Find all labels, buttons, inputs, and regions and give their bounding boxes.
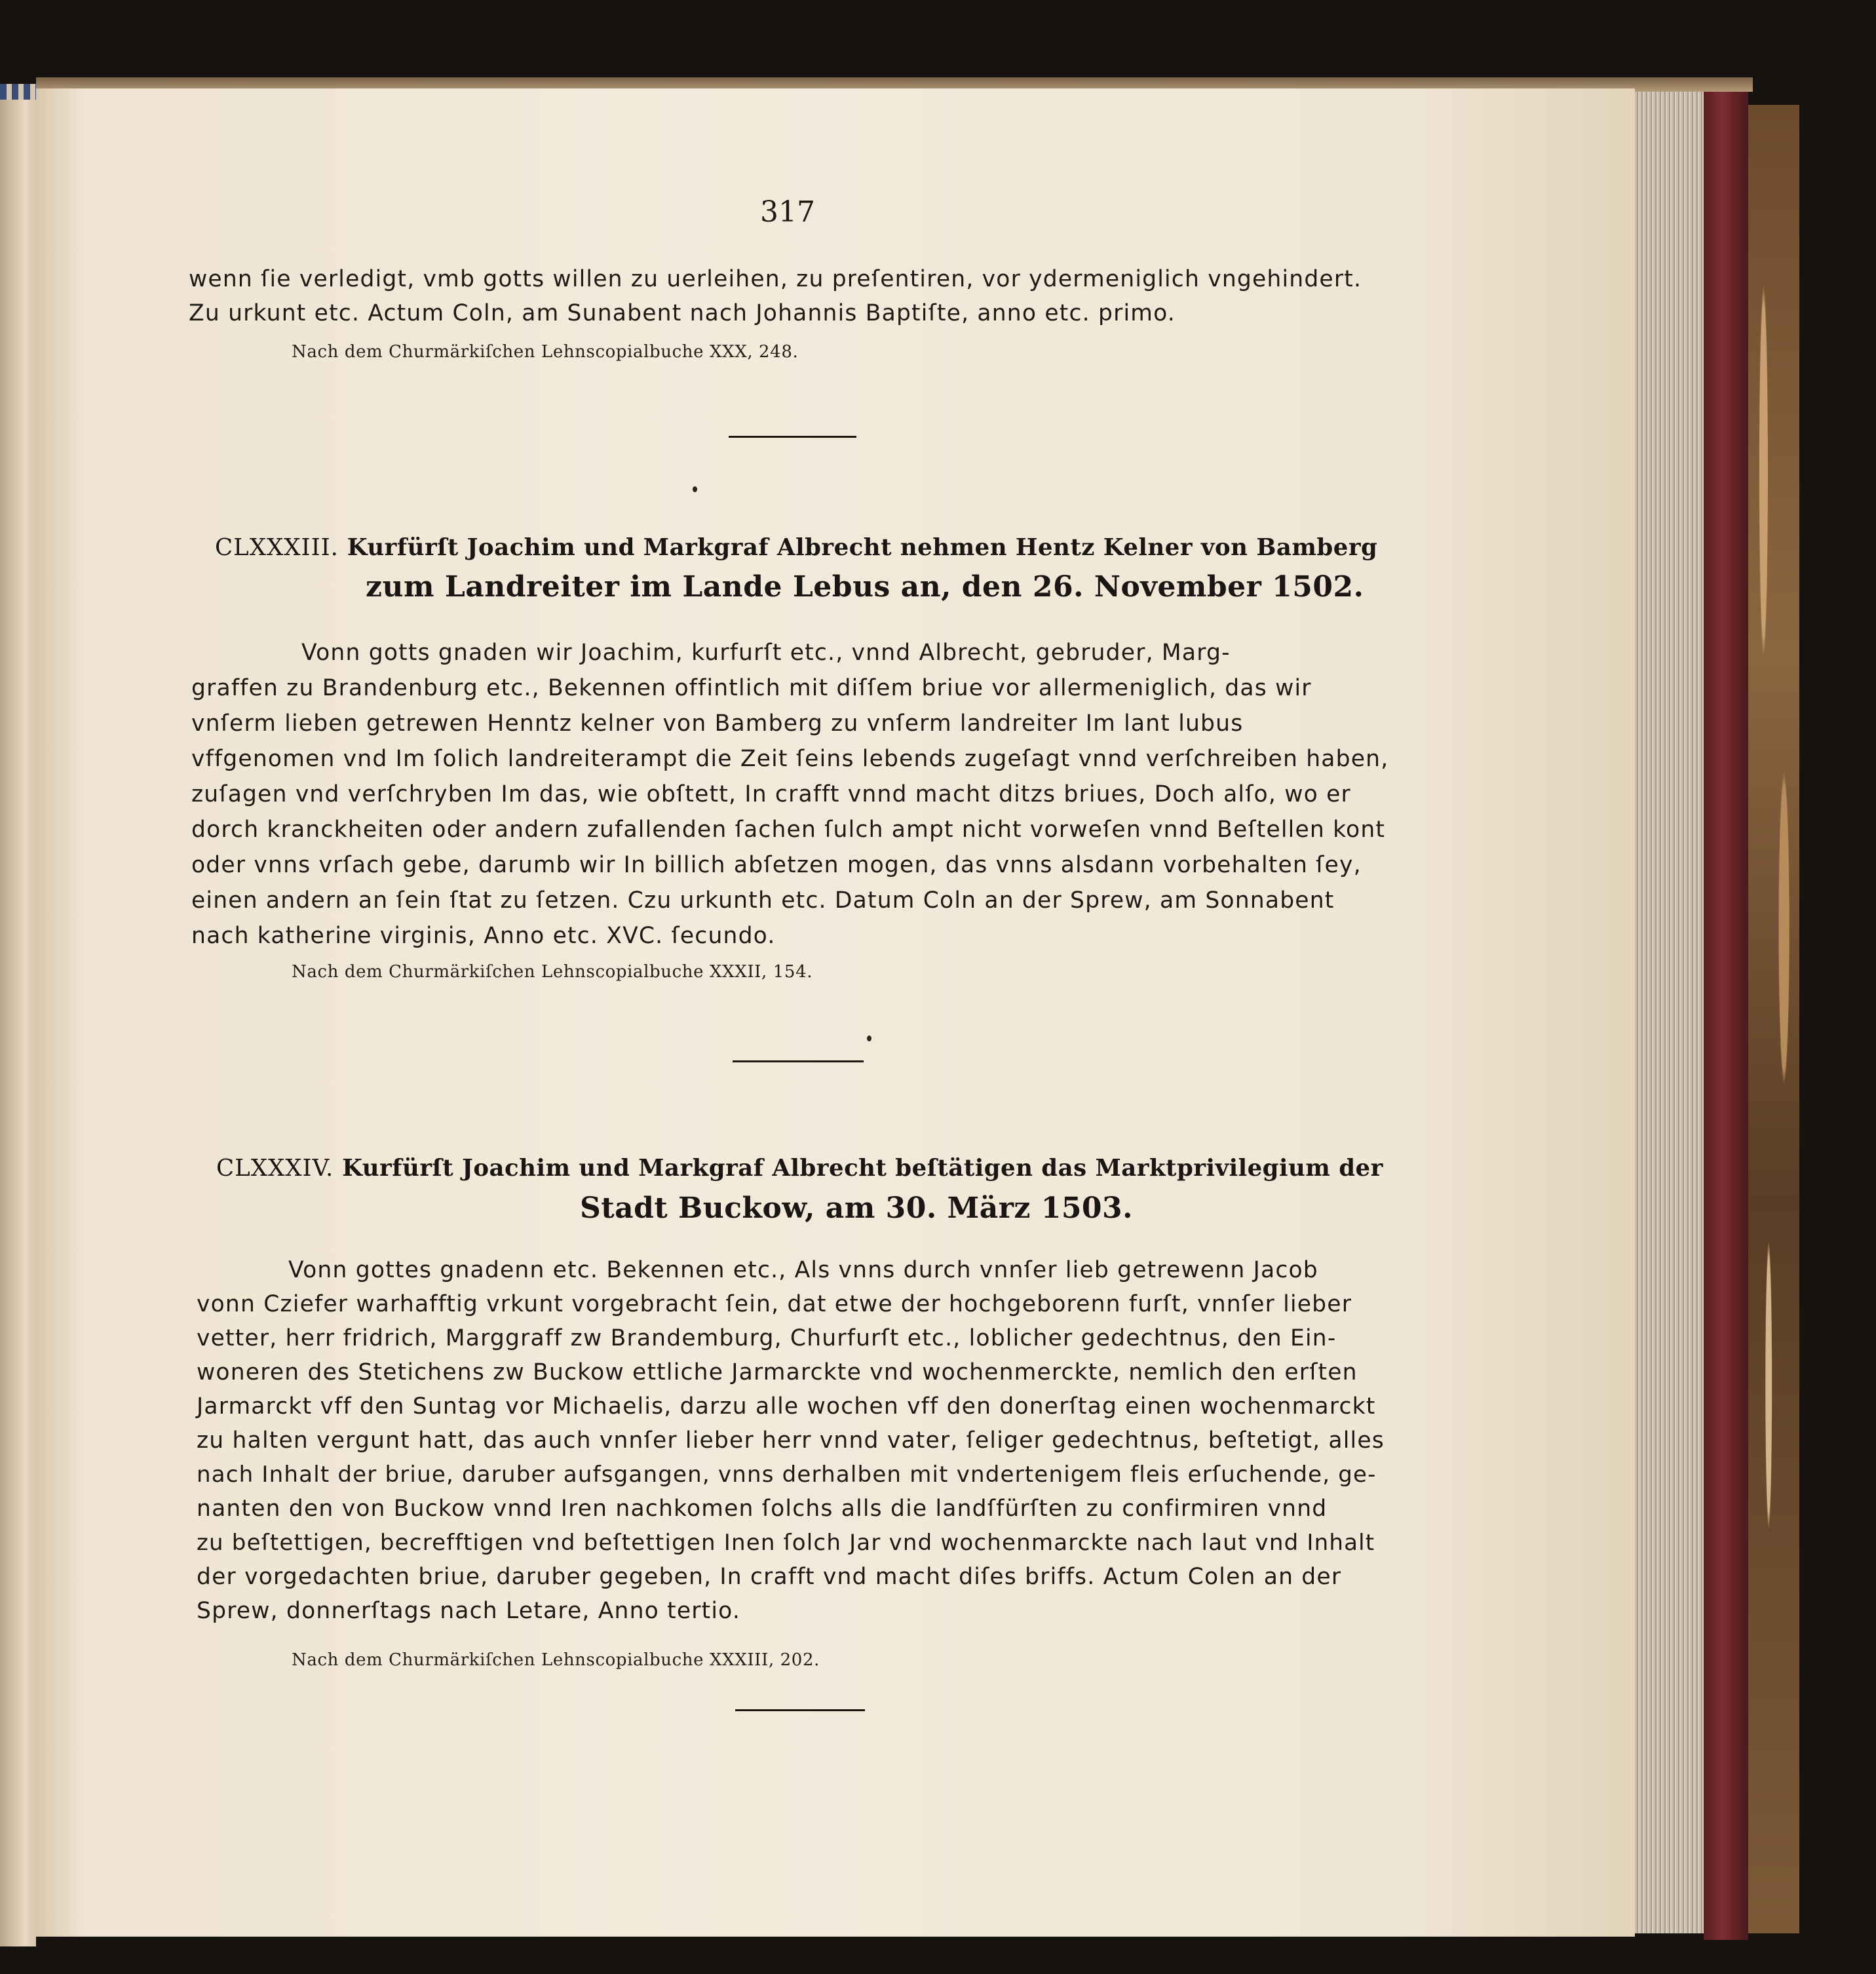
page-block-edge <box>1635 92 1704 1933</box>
doc-183-line-6: dorch kranckheiten oder andern zufallenden ſachen ſulch ampt nicht vorweſen vnnd Beſtellen kont <box>191 817 1386 843</box>
book-page <box>36 88 1635 1937</box>
doc-184-line-3: vetter, herr fridrich, Marggraff zw Brandemburg, Churfurſt etc., loblicher gedechtnus, den Ein- <box>197 1325 1337 1351</box>
section-divider-3 <box>735 1709 865 1711</box>
doc-183-line-4: vffgenomen vnd Im ſolich landreiterampt die Zeit ſeins lebends zugeſagt vnnd verſchreiben haben, <box>191 746 1389 772</box>
doc-183-title-1: Kurfürſt Joachim und Markgraf Albrecht nehmen Hentz Kelner von Bamberg <box>347 534 1378 561</box>
doc-183-line-9: nach katherine virginis, Anno etc. XVC. ſecundo. <box>191 923 776 949</box>
doc-183-line-8: einen andern an ſein ſtat zu ſetzen. Czu urkunth etc. Datum Coln an der Sprew, am Sonnabent <box>191 887 1335 914</box>
doc-184-heading-line-1 <box>216 1155 1383 1182</box>
show-through-texture <box>1389 288 1396 313</box>
section-divider-1 <box>729 436 856 438</box>
doc-184-line-5: Jarmarckt vff den Suntag vor Michaelis, darzu alle wochen vff den donerſtag einen wochenmarckt <box>197 1393 1376 1420</box>
doc-184-line-2: vonn Cziefer warhafftig vrkunt vorgebracht ſein, dat etwe der hochgeborenn furſt, vnnſer lieber <box>197 1291 1352 1317</box>
source-note-184: Nach dem Churmärkiſchen Lehnscopialbuche XXXIII, 202. <box>292 1650 820 1670</box>
doc-184-line-8: nanten den von Buckow vnnd Iren nachkomen ſolchs alls die landſfürſten zu confirmiren vnnd <box>197 1496 1328 1522</box>
doc-183-heading-line-1 <box>215 534 1377 561</box>
section-divider-2 <box>733 1060 864 1062</box>
doc-184-line-1: Vonn gottes gnadenn etc. Bekennen etc., Als vnns durch vnnſer lieb getrewenn Jacob <box>288 1257 1318 1283</box>
doc-184-line-4: woneren des Stetichens zw Buckow ettliche Jarmarckte vnd wochenmerckte, nemlich den erſten <box>197 1359 1358 1385</box>
doc-183-title-2: zum Landreiter im Lande Lebus an, den 26. November 1502. <box>366 570 1364 604</box>
doc-183-line-3: vnſerm lieben getrewen Henntz kelner von Bamberg zu vnſerm landreiter Im lant lubus <box>191 710 1244 737</box>
doc-184-line-11: Sprew, donnerſtags nach Letare, Anno tertio. <box>197 1598 741 1624</box>
doc-183-line-2: graffen zu Brandenburg etc., Bekennen offintlich mit diſſem briue vor allermeniglich, das wir <box>191 675 1312 701</box>
source-note-continuation: Nach dem Churmärkiſchen Lehnscopialbuche XXX, 248. <box>292 342 799 362</box>
ink-speck <box>867 1035 871 1041</box>
left-page-edge <box>0 98 36 1946</box>
page-number: 317 <box>760 195 815 229</box>
doc-183-line-5: zuſagen vnd verſchryben Im das, wie obſtett, In crafft vnnd macht ditzs briues, Doch alſo, wo er <box>191 781 1351 807</box>
continuation-line-2: Zu urkunt etc. Actum Coln, am Sunabent nach Johannis Baptiſte, anno etc. primo. <box>189 300 1176 326</box>
doc-184-title-1: Kurfürſt Joachim und Markgraf Albrecht beſtätigen das Marktprivilegium der <box>342 1155 1383 1182</box>
ink-speck <box>693 486 697 492</box>
doc-184-title-2: Stadt Buckow, am 30. März 1503. <box>580 1191 1133 1225</box>
doc-184-line-7: nach Inhalt der briue, daruber aufsgangen, vnns derhalben mit vndertenigem fleis erſuchende, ge- <box>197 1461 1377 1488</box>
doc-183-number: CLXXXIII. <box>215 534 339 561</box>
source-note-183: Nach dem Churmärkiſchen Lehnscopialbuche XXXII, 154. <box>292 962 813 982</box>
marbled-cover <box>1748 105 1799 1933</box>
continuation-line-1: wenn ſie verledigt, vmb gotts willen zu uerleihen, zu preſentiren, vor ydermeniglich vngehindert. <box>189 266 1362 292</box>
doc-184-line-10: der vorgedachten briue, daruber gegeben, In crafft vnd macht diſes briffs. Actum Colen an der <box>197 1564 1342 1590</box>
doc-184-number: CLXXXIV. <box>216 1155 334 1182</box>
doc-184-line-6: zu halten vergunt hatt, das auch vnnſer lieber herr vnnd vater, ſeliger gedechtnus, beſtetigt, alles <box>197 1427 1385 1454</box>
doc-184-line-9: zu beſtettigen, becrefftigen vnd beſtettigen Inen ſolch Jar vnd wochenmarckte nach laut vnd Inhalt <box>197 1530 1375 1556</box>
doc-183-line-7: oder vnns vrſach gebe, darumb wir In billich abſetzen mogen, das vnns alsdann vorbehalten ſey, <box>191 852 1362 878</box>
book-cover-spine <box>1704 92 1748 1940</box>
doc-183-line-1: Vonn gotts gnaden wir Joachim, kurfurſt etc., vnnd Albrecht, gebruder, Marg- <box>301 640 1231 666</box>
